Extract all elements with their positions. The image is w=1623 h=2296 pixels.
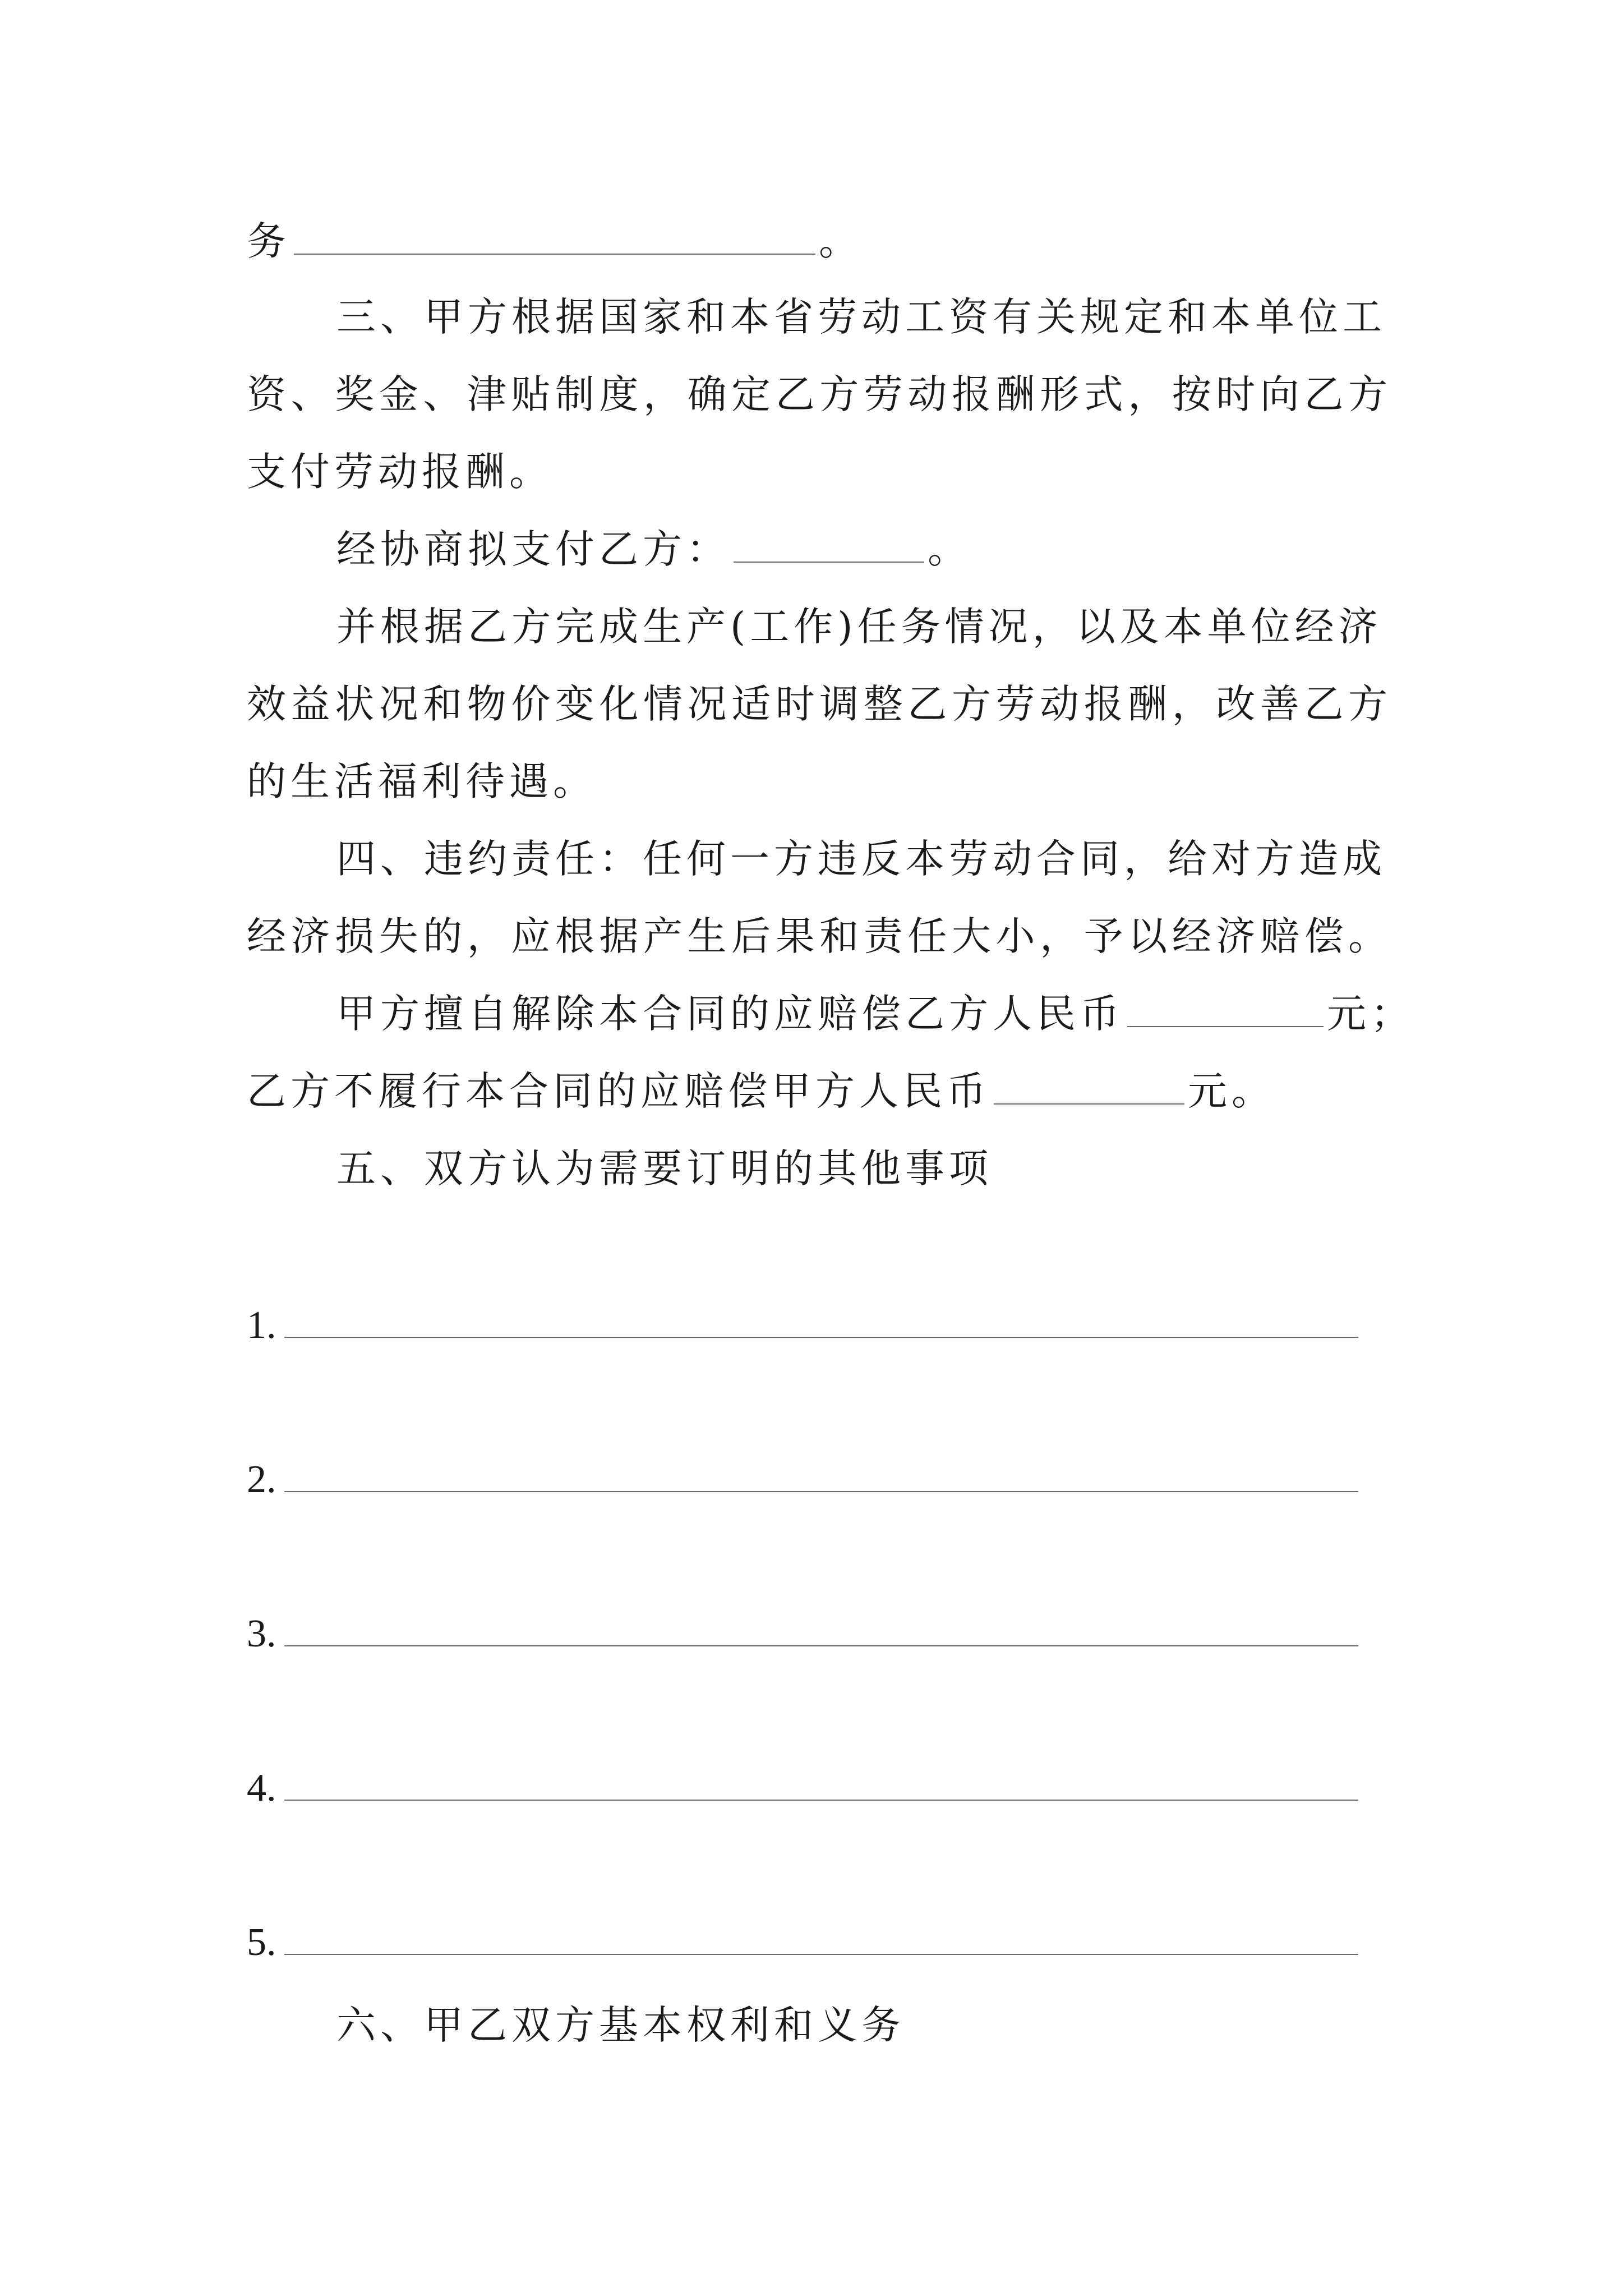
item-line xyxy=(247,1921,1358,1962)
item-line xyxy=(247,1304,1358,1345)
clause-6-heading: 六、甲乙双方基本权利和义务 xyxy=(336,2002,905,2048)
item-blank xyxy=(284,1458,1358,1492)
compensation-2-blank xyxy=(994,1073,1184,1105)
item-blank xyxy=(284,1767,1358,1801)
clause-5-heading: 五、双方认为需要订明的其他事项 xyxy=(336,1145,993,1191)
adjust-line-2: 效益状况和物价变化情况适时调整乙方劳动报酬，改善乙方 xyxy=(247,681,1392,727)
item-line xyxy=(247,1613,1358,1654)
pay-suffix: 。 xyxy=(928,526,971,572)
clause-3-line-3: 支付劳动报酬。 xyxy=(247,449,553,495)
compensation-1-suffix: 元； xyxy=(1327,991,1414,1037)
item-blank xyxy=(284,1304,1358,1338)
item-line xyxy=(247,1458,1358,1499)
adjust-line-3: 的生活福利待遇。 xyxy=(247,758,597,804)
compensation-1-blank xyxy=(1127,996,1324,1027)
compensation-2-suffix: 元。 xyxy=(1188,1068,1275,1114)
item-number: 2. xyxy=(247,1458,276,1501)
item-line xyxy=(247,1767,1358,1808)
item-blank xyxy=(284,1921,1358,1955)
clause-3-line-2: 资、奖金、津贴制度，确定乙方劳动报酬形式，按时向乙方 xyxy=(247,371,1392,417)
duty-prefix: 务 xyxy=(247,218,291,264)
item-number: 3. xyxy=(247,1612,276,1655)
duty-line xyxy=(247,218,863,264)
duty-suffix: 。 xyxy=(819,218,863,264)
clause-4-line-1: 四、违约责任：任何一方违反本劳动合同，给对方造成 xyxy=(336,836,1386,882)
pay-prefix: 经协商拟支付乙方： xyxy=(336,526,730,572)
duty-blank xyxy=(294,223,815,255)
clause-3-line-1: 三、甲方根据国家和本省劳动工资有关规定和本单位工 xyxy=(336,294,1386,340)
compensation-line-1 xyxy=(336,991,1414,1037)
pay-blank xyxy=(734,531,924,563)
item-number: 4. xyxy=(247,1766,276,1810)
compensation-1-prefix: 甲方擅自解除本合同的应赔偿乙方人民币 xyxy=(336,991,1124,1037)
item-blank xyxy=(284,1613,1358,1646)
clause-4-line-2: 经济损失的，应根据产生后果和责任大小，予以经济赔偿。 xyxy=(247,913,1392,959)
compensation-2-prefix: 乙方不履行本合同的应赔偿甲方人民币 xyxy=(247,1068,990,1114)
item-number: 1. xyxy=(247,1304,276,1347)
pay-line xyxy=(336,526,971,572)
item-number: 5. xyxy=(247,1921,276,1964)
adjust-line-1: 并根据乙方完成生产(工作)任务情况，以及本单位经济 xyxy=(336,604,1382,650)
compensation-line-2 xyxy=(247,1068,1275,1114)
